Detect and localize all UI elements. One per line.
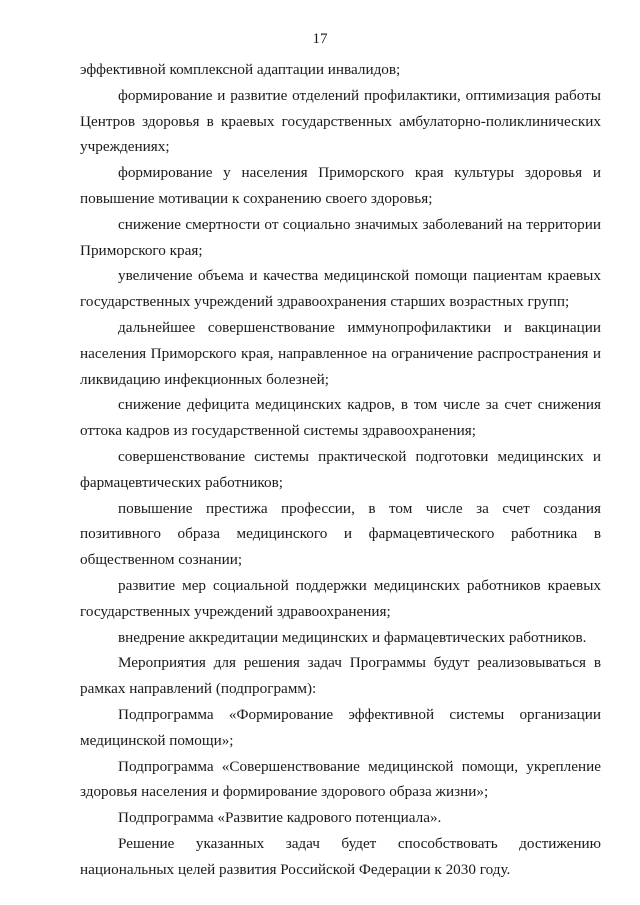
paragraph: снижение дефицита медицинских кадров, в том числе за счет снижения оттока кадров из государственной системы здравоохранения;: [80, 396, 601, 440]
subprogram-paragraph: Подпрограмма «Совершенствование медицинской помощи, укрепление здоровья населения и формирование здорового образа жизни»;: [80, 757, 601, 801]
paragraph: дальнейшее совершенствование иммунопрофилактики и вакцинации населения Приморского края, направленное на ограничение распространения и ликвидацию инфекционных болезней;: [80, 318, 601, 388]
document-body: [80, 57, 601, 883]
paragraph-continuation: эффективной комплексной адаптации инвалидов;: [80, 61, 401, 78]
paragraph: повышение престижа профессии, в том числе за счет создания позитивного образа медицинского и фармацевтического работника в общественном сознании;: [80, 499, 601, 569]
paragraph: формирование у населения Приморского края культуры здоровья и повышение мотивации к сохранению своего здоровья;: [80, 164, 601, 207]
paragraph: увеличение объема и качества медицинской помощи пациентам краевых государственных учреждений здравоохранения старших возрастных групп;: [80, 267, 601, 311]
paragraph: развитие мер социальной поддержки медицинских работников краевых государственных учреждений здравоохранения;: [80, 576, 601, 620]
subprogram-paragraph: Подпрограмма «Развитие кадрового потенциала».: [118, 809, 442, 827]
subprogram-paragraph: Подпрограмма «Формирование эффективной системы организации медицинской помощи»;: [80, 705, 601, 749]
paragraph: формирование и развитие отделений профилактики, оптимизация работы Центров здоровья в краевых государственных амбулаторно-поликлинических учреждениях;: [80, 86, 601, 156]
paragraph: снижение смертности от социально значимых заболеваний на территории Приморского края;: [80, 215, 601, 259]
page-number: 17: [312, 31, 328, 47]
paragraph: Решение указанных задач будет способствовать достижению национальных целей развития Российской Федерации к 2030 году.: [80, 834, 601, 878]
paragraph: Мероприятия для решения задач Программы будут реализовываться в рамках направлений (подпрограмм):: [80, 654, 601, 698]
paragraph: совершенствование системы практической подготовки медицинских и фармацевтических работников;: [80, 447, 601, 491]
paragraph: внедрение аккредитации медицинских и фармацевтических работников.: [118, 628, 587, 646]
